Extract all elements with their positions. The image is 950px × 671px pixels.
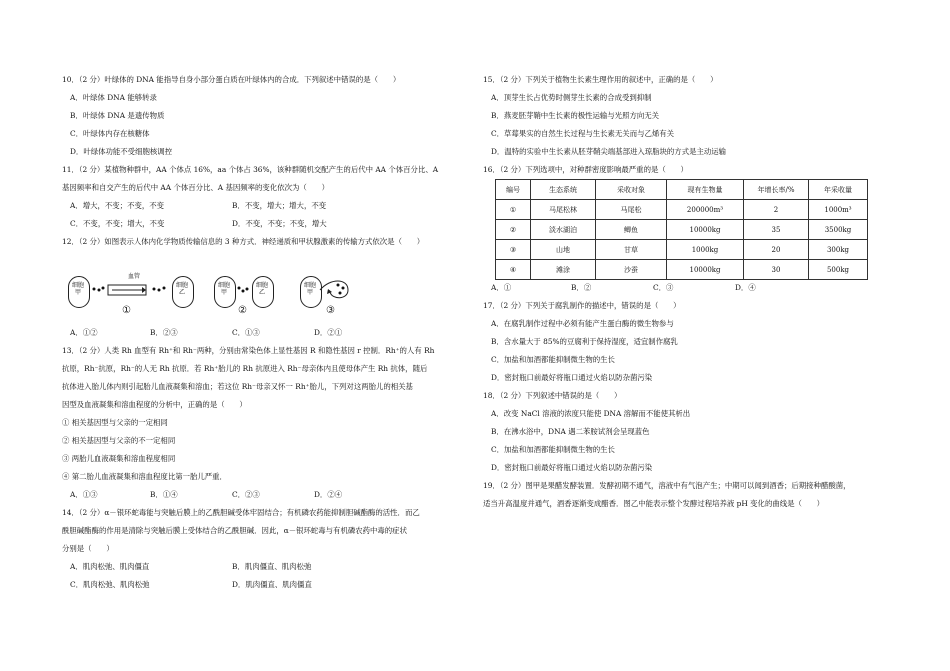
table-row (496, 200, 868, 220)
q11-stem-line2: 基因频率和自交产生的后代中 AA 个体百分比、A 基因频率的变化依次为（ ） (62, 183, 329, 192)
q10-option-c: C．叶绿体内存在核糖体 (70, 129, 150, 138)
q19-line2: 适当升高温度并通气，酒香逐渐变成醋香．图乙中能表示整个发酵过程培养液 pH 变化的曲线是（ ） (483, 499, 825, 508)
diagram2-cell-b-label: 细胞乙 (255, 282, 268, 296)
table-cell: 2 (744, 200, 809, 220)
q15-option-a: A．顶芽生长占优势时侧芽生长素的合成受到抑制 (491, 93, 652, 102)
table-cell: 10000kg (667, 260, 744, 280)
vessel-label: 血管 (127, 273, 140, 280)
diagram3-cell-a-label: 细胞甲 (303, 282, 316, 296)
q15-option-b: B．燕麦胚芽鞘中生长素的极性运输与光照方向无关 (491, 111, 660, 120)
table-header-cell: 年增长率/% (744, 180, 809, 200)
table-header-cell: 现有生物量 (667, 180, 744, 200)
table-header-cell: 编号 (496, 180, 531, 200)
table-cell: 1000kg (667, 240, 744, 260)
q14-line1: 14．（2 分）α－银环蛇毒能与突触后膜上的乙酰胆碱受体牢固结合；有机磷农药能抑制胆碱酯酶的活性．而乙 (62, 508, 420, 517)
q11-option-c: C．不变，不变；增大，不变 (70, 219, 165, 228)
table-cell: 滩涂 (531, 260, 596, 280)
q18-option-c: C．加盐和加酒都能抑制微生物的生长 (491, 445, 615, 454)
q14-option-b: B．肌肉僵直、肌肉松弛 (232, 562, 312, 571)
table-cell: 30 (744, 260, 809, 280)
table-cell: 马尾松林 (531, 200, 596, 220)
diagram1-cell-a-label: 细胞甲 (71, 282, 84, 296)
table-cell: 鲫鱼 (596, 220, 667, 240)
table-cell: ④ (496, 260, 531, 280)
q12-option-d: D．②① (314, 328, 343, 337)
table-cell: 300kg (809, 240, 868, 260)
q13-option-b: B．①④ (150, 490, 178, 499)
table-cell: 马尾松 (596, 200, 667, 220)
q12-option-b: B．②③ (150, 328, 178, 337)
q18-option-d: D．密封瓶口前最好将瓶口通过火焰以防杂菌污染 (491, 463, 653, 472)
table-row (496, 220, 868, 240)
q12-option-a: A．①② (70, 328, 98, 337)
table-cell: 10000kg (667, 220, 744, 240)
table-cell: 山地 (531, 240, 596, 260)
q17-option-c: C．加盐和加酒都能抑制微生物的生长 (491, 355, 615, 364)
q13-line1: 13．（2 分）人类 Rh 血型有 Rh⁺和 Rh⁻两种，分别由常染色体上显性基因 R 和隐性基因 r 控制．Rh⁺的人有 Rh (62, 346, 435, 355)
table-cell: 沙蚕 (596, 260, 667, 280)
q12-stem: 12．（2 分）如图表示人体内化学物质传输信息的 3 种方式．神经递质和甲状腺激素的传输方式依次是（ ） (62, 237, 425, 246)
q14-option-c: C．肌肉松弛、肌肉松弛 (70, 580, 150, 589)
diagram2-dots (234, 276, 254, 308)
q17-option-a: A．在腐乳制作过程中必须有能产生蛋白酶的微生物参与 (491, 319, 674, 328)
table-row (496, 260, 868, 280)
diagram1-vessel-svg (86, 276, 176, 308)
q11-option-a: A．增大，不变；不变，不变 (70, 201, 165, 210)
q10-option-a: A．叶绿体 DNA 能够转录 (70, 93, 157, 102)
q13-option-d: D．②④ (314, 490, 343, 499)
q19-line1: 19．（2 分）图甲是果醋发酵装置．发酵初期不通气，溶液中有气泡产生；中期可以闻到酒香；后期接种醋酸菌， (483, 481, 851, 490)
q13-line2: 抗原，Rh⁻抗原，Rh⁻的人无 Rh 抗原．若 Rh⁺胎儿的 Rh 抗原进入 Rh⁻母亲体内且使母体产生 Rh 抗体，随后 (62, 364, 428, 373)
harvest-table (495, 179, 868, 280)
diagram2-cell-a-label: 细胞甲 (217, 282, 230, 296)
q13-statement-1: ① 相关基因型与父亲的一定相同 (62, 418, 168, 427)
table-row (496, 240, 868, 260)
q15-option-c: C．草莓果实的自然生长过程与生长素无关而与乙烯有关 (491, 129, 675, 138)
table-cell: 3500kg (809, 220, 868, 240)
q10-stem: 10．（2 分）叶绿体的 DNA 能指导自身小部分蛋白质在叶绿体内的合成．下列叙述中错误的是（ ） (62, 75, 401, 84)
table-cell: 1000m³ (809, 200, 868, 220)
q17-option-d: D．密封瓶口前最好将瓶口通过火焰以防杂菌污染 (491, 373, 653, 382)
table-header-cell: 生态系统 (531, 180, 596, 200)
q13-statement-2: ② 相关基因型与父亲的不一定相同 (62, 436, 176, 445)
q13-statement-4: ④ 第二胎儿血液凝集和溶血程度比第一胎儿严重． (62, 472, 227, 481)
q10-option-b: B．叶绿体 DNA 是遗传物质 (70, 111, 165, 120)
diagram3-number: ③ (326, 305, 335, 316)
q16-option-d: D．④ (735, 283, 756, 292)
q14-option-a: A．肌肉松弛、肌肉僵直 (70, 562, 150, 571)
q12-option-c: C．①③ (232, 328, 260, 337)
table-header-cell: 年采收量 (809, 180, 868, 200)
table-cell: 35 (744, 220, 809, 240)
q18-option-a: A．改变 NaCl 溶液的浓度只能使 DNA 溶解而不能使其析出 (491, 409, 691, 418)
q17-stem: 17．（2 分）下列关于腐乳制作的描述中，错误的是（ ） (483, 301, 681, 310)
table-cell: 200000m³ (667, 200, 744, 220)
q16-option-a: A．① (491, 283, 512, 292)
q15-stem: 15．（2 分）下列关于植物生长素生理作用的叙述中，正确的是（ ） (483, 75, 718, 84)
q14-line2: 酰胆碱酯酶的作用是清除与突触后膜上受体结合的乙酰胆碱．因此，α－银环蛇毒与有机磷农药中毒的症状 (62, 526, 407, 535)
q13-option-c: C．②③ (232, 490, 260, 499)
q15-option-d: D．温特的实验中生长素从胚芽鞘尖端基部进入琼脂块的方式是主动运输 (491, 147, 727, 156)
table-cell: ③ (496, 240, 531, 260)
q13-statement-3: ③ 两胎儿血液凝集和溶血程度相同 (62, 454, 176, 463)
q17-option-b: B．含水量大于 85%的豆腐利于保持湿度，适宜制作腐乳 (491, 337, 678, 346)
diagram2-number: ② (238, 305, 247, 316)
q18-option-b: B．在沸水浴中，DNA 遇二苯胺试剂会呈现蓝色 (491, 427, 650, 436)
q14-option-d: D．肌肉僵直、肌肉僵直 (232, 580, 312, 589)
table-header-row (496, 180, 868, 200)
q14-line3: 分别是（ ） (62, 544, 114, 553)
q16-stem: 16．（2 分）下列选项中，对种群密度影响最严重的是（ ） (483, 165, 688, 174)
q16-option-c: C．③ (653, 283, 674, 292)
q18-stem: 18．（2 分）下列叙述中错误的是（ ） (483, 391, 622, 400)
diagram1-number: ① (122, 305, 131, 316)
q16-option-b: B．② (571, 283, 592, 292)
q13-option-a: A．①③ (70, 490, 98, 499)
q13-line3: 抗体进入胎儿体内则引起胎儿血液凝集和溶血；若这位 Rh⁻母亲又怀一 Rh⁺胎儿，下列对这两胎儿的相关基 (62, 382, 413, 391)
table-cell: 20 (744, 240, 809, 260)
diagram3-loop (318, 276, 358, 308)
signal-transmission-diagram (68, 273, 368, 322)
diagram1-cell-b-label: 细胞乙 (175, 282, 188, 296)
table-cell: 甘草 (596, 240, 667, 260)
q11-stem-line1: 11．（2 分）某植物种群中，AA 个体点 16%，aa 个体占 36%，该种群随机交配产生的后代中 AA 个体百分比、A (62, 165, 439, 174)
table-header-cell: 采收对象 (596, 180, 667, 200)
q10-option-d: D．叶绿体功能不受细胞核调控 (70, 147, 173, 156)
table-cell: ① (496, 200, 531, 220)
q11-option-b: B．不变，增大；增大，不变 (232, 201, 327, 210)
table-cell: 淡水湖泊 (531, 220, 596, 240)
q13-line4: 因型及血液凝集和溶血程度的分析中，正确的是（ ） (62, 400, 247, 409)
table-cell: 500kg (809, 260, 868, 280)
q11-option-d: D．不变，不变；不变，增大 (232, 219, 327, 228)
table-cell: ② (496, 220, 531, 240)
